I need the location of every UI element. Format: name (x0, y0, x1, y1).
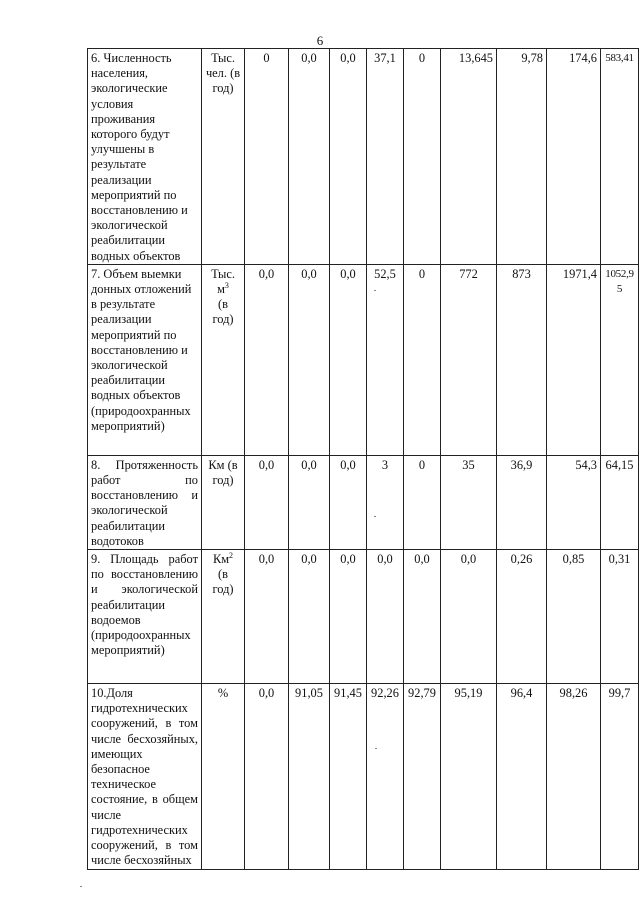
indicator-name: 9. Площадь работ по восстановлению и экологической реабилитации водоемов (природоохранных мероприятий) (88, 550, 202, 684)
indicator-name: 6. Численность населения, экологические условия проживания которого будут улучшены в результате реализации мероприятий по восстановлению и экологической реабилитации водных объектов (88, 49, 202, 265)
page-number: 6 (316, 33, 324, 48)
value-cell: 0,0 (330, 49, 367, 265)
unit-cell (202, 264, 245, 455)
table-row (88, 49, 639, 265)
value-cell: 9,78 (497, 49, 547, 265)
table-row (88, 684, 639, 869)
value-cell: 0 (245, 49, 289, 265)
unit-cell: % (202, 684, 245, 869)
value-cell: 0,31 (601, 550, 639, 684)
value-cell: 0 (404, 49, 441, 265)
value-cell: 1971,4 (547, 264, 601, 455)
value-cell: 91,05 (289, 684, 330, 869)
value-cell: 0,0 (367, 550, 404, 684)
value-cell: 772 (441, 264, 497, 455)
value-cell: 0,0 (245, 550, 289, 684)
value-cell: 0,0 (404, 550, 441, 684)
value-cell: 64,15 (601, 455, 639, 549)
unit-cell: Тыс. чел. (в год) (202, 49, 245, 265)
value-cell: 0,0 (330, 455, 367, 549)
value-cell: 96,4 (497, 684, 547, 869)
scan-speck (375, 748, 377, 749)
value-cell: 52,5 (367, 264, 404, 455)
unit-cell (202, 550, 245, 684)
value-cell: 0 (404, 455, 441, 549)
scan-speck (80, 886, 82, 887)
unit-label: $Км^2$ (в год) (212, 550, 234, 597)
indicators-table (87, 48, 639, 870)
unit-label: Тыс. $м^3$ (в год) (211, 266, 235, 327)
value-cell: 98,26 (547, 684, 601, 869)
table-row (88, 550, 639, 684)
table-row (88, 455, 639, 549)
value-cell: 92,79 (404, 684, 441, 869)
value-cell: 54,3 (547, 455, 601, 549)
value-cell: 0,0 (441, 550, 497, 684)
value-cell: 37,1 (367, 49, 404, 265)
value-cell: 0,85 (547, 550, 601, 684)
unit-cell: Км (в год) (202, 455, 245, 549)
value-cell: 0,0 (245, 264, 289, 455)
value-cell: 99,7 (601, 684, 639, 869)
indicator-name: 7. Объем выемки донных отложений в результате реализации мероприятий по восстановлению и экологической реабилитации водных объектов (природоохранных мероприятий) (88, 264, 202, 455)
value-cell: 95,19 (441, 684, 497, 869)
value-cell: 35 (441, 455, 497, 549)
indicator-name: 10.Доля гидротехнических сооружений, в том числе бесхозяйных, имеющих безопасное техническое состояние, в общем числе гидротехнических сооружений, в том числе бесхозяйных (88, 684, 202, 869)
table-row (88, 264, 639, 455)
value-cell: 0,0 (330, 550, 367, 684)
value-cell: 0,0 (289, 264, 330, 455)
value-cell: 13,645 (441, 49, 497, 265)
value-cell: 0,26 (497, 550, 547, 684)
value-cell: 92,26 (367, 684, 404, 869)
value-cell: 1052,95 (601, 264, 639, 455)
value-cell: 91,45 (330, 684, 367, 869)
value-cell: 0,0 (245, 455, 289, 549)
value-cell: 0,0 (245, 684, 289, 869)
value-cell: 583,41 (601, 49, 639, 265)
value-cell: 36,9 (497, 455, 547, 549)
scan-speck (374, 290, 376, 291)
value-cell: 0,0 (289, 455, 330, 549)
value-cell: 873 (497, 264, 547, 455)
value-cell: 3 (367, 455, 404, 549)
value-cell: 0,0 (289, 550, 330, 684)
indicator-name: 8. Протяженность работ по восстановлению и экологической реабилитации водотоков (88, 455, 202, 549)
value-cell: 0,0 (330, 264, 367, 455)
scan-speck (374, 516, 376, 517)
value-cell: 0,0 (289, 49, 330, 265)
value-cell: 174,6 (547, 49, 601, 265)
value-cell: 0 (404, 264, 441, 455)
